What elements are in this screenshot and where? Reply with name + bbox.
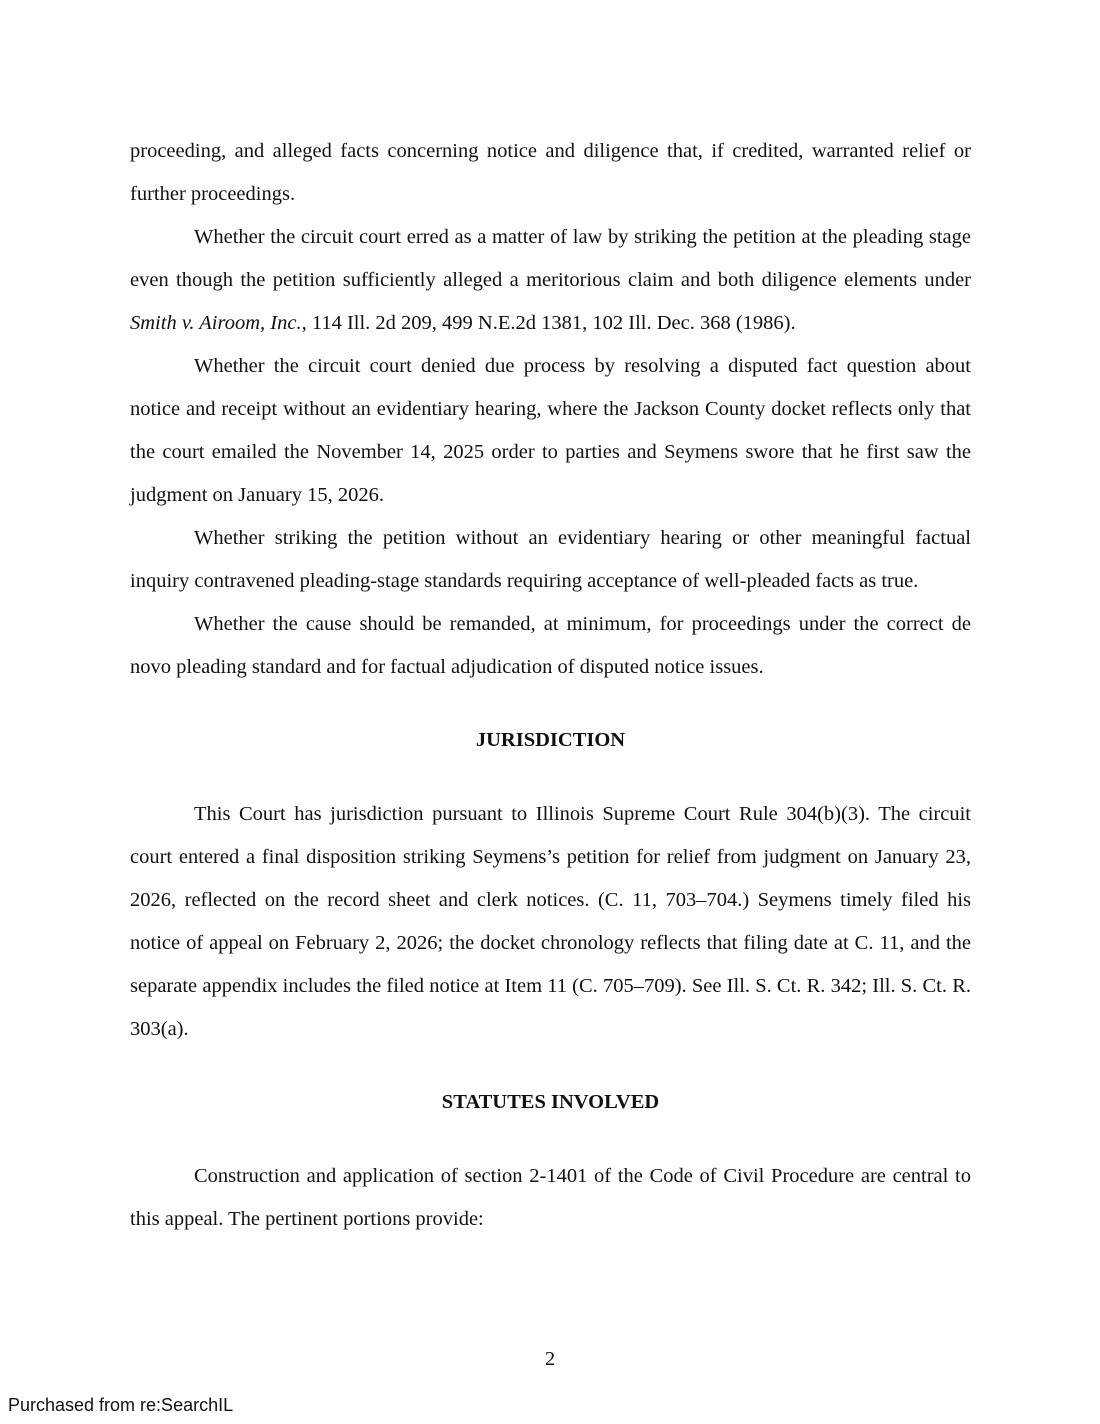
issue-paragraph-2: Whether the circuit court denied due process by resolving a disputed fact question about notice and receipt without an evidentiary hearing, where the Jackson County docket reflects only that the court emailed the November 14, 2025 order to parties and Seymens swore that he first saw the judgment on January 15, 2026. xyxy=(130,355,971,506)
continuation-paragraph: proceeding, and alleged facts concerning notice and diligence that, if credited, warranted relief or further proceedings. xyxy=(130,140,971,205)
jurisdiction-heading: JURISDICTION xyxy=(475,729,626,751)
document-body xyxy=(130,130,971,1241)
issue-1-text-after: , 114 Ill. 2d 209, 499 N.E.2d 1381, 102 Ill. Dec. 368 (1986). xyxy=(301,312,796,334)
page-number: 2 xyxy=(544,1348,556,1370)
statutes-involved-heading: STATUTES INVOLVED xyxy=(441,1091,660,1113)
issue-paragraph-3: Whether striking the petition without an evidentiary hearing or other meaningful factual inquiry contravened pleading-stage standards requiring acceptance of well-pleaded facts as true. xyxy=(130,527,971,592)
case-citation-smith-v-airoom: Smith v. Airoom, Inc. xyxy=(130,312,302,334)
purchased-from-footer: Purchased from re:SearchIL xyxy=(8,1395,234,1415)
issue-1-text-before: Whether the circuit court erred as a matter of law by striking the petition at the pleading stage even though the petition sufficiently alleged a meritorious claim and both diligence elements under xyxy=(130,226,971,291)
issue-paragraph-1 xyxy=(130,216,971,345)
statutes-paragraph: Construction and application of section 2-1401 of the Code of Civil Procedure are central to this appeal. The pertinent portions provide: xyxy=(130,1165,971,1230)
issue-paragraph-4: Whether the cause should be remanded, at minimum, for proceedings under the correct de novo pleading standard and for factual adjudication of disputed notice issues. xyxy=(130,613,971,678)
jurisdiction-paragraph: This Court has jurisdiction pursuant to Illinois Supreme Court Rule 304(b)(3). The circuit court entered a final disposition striking Seymens’s petition for relief from judgment on January 23, 2026, reflected on the record sheet and clerk notices. (C. 11, 703–704.) Seymens timely filed his notice of appeal on February 2, 2026; the docket chronology reflects that filing date at C. 11, and the separate appendix includes the filed notice at Item 11 (C. 705–709). See Ill. S. Ct. R. 342; Ill. S. Ct. R. 303(a). xyxy=(130,803,971,1040)
